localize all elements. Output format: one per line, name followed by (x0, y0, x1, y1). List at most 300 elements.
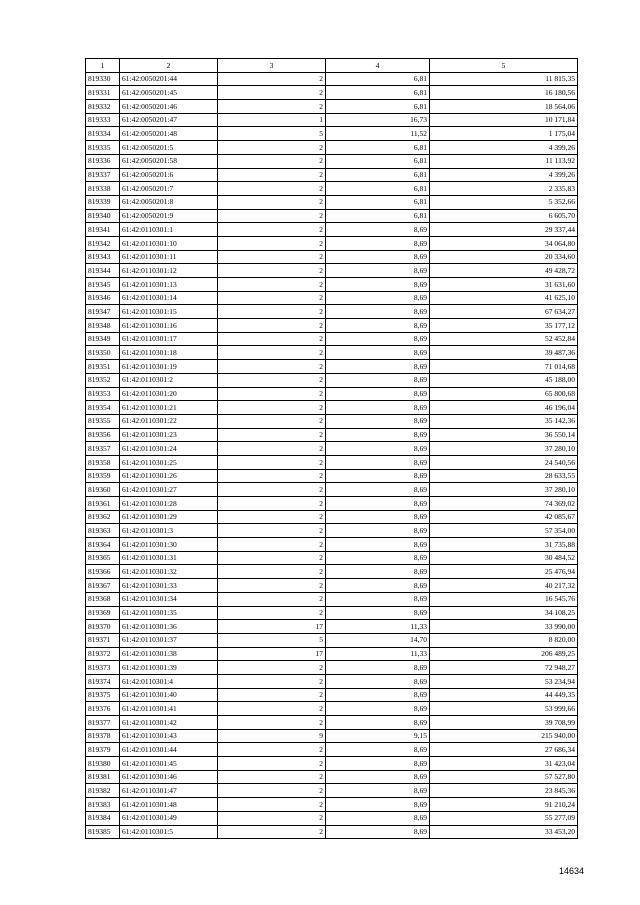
rate-value-cell: 8,69 (326, 483, 430, 497)
cadastral-number-cell: 61:42:0050201:47 (120, 113, 218, 127)
cadastral-value-cell: 40 217,32 (430, 579, 578, 593)
row-number-cell: 819344 (86, 264, 120, 278)
table-row (86, 688, 578, 702)
rate-value-cell: 8,69 (326, 770, 430, 784)
row-number-cell: 819333 (86, 113, 120, 127)
rate-value-cell: 8,69 (326, 757, 430, 771)
rate-value-cell: 8,69 (326, 250, 430, 264)
cadastral-number-cell: 61:42:0110301:44 (120, 743, 218, 757)
cadastral-value-cell: 215 940,00 (430, 729, 578, 743)
group-code-cell: 2 (218, 469, 326, 483)
table-row (86, 743, 578, 757)
row-number-cell: 819331 (86, 86, 120, 100)
cadastral-value-cell: 1 175,04 (430, 127, 578, 141)
rate-value-cell: 8,69 (326, 291, 430, 305)
table-body (86, 72, 578, 839)
rate-value-cell: 8,69 (326, 387, 430, 401)
table-row (86, 209, 578, 223)
rate-value-cell: 8,69 (326, 442, 430, 456)
cadastral-number-cell: 61:42:0050201:45 (120, 86, 218, 100)
row-number-cell: 819336 (86, 154, 120, 168)
group-code-cell: 2 (218, 414, 326, 428)
row-number-cell: 819378 (86, 729, 120, 743)
cadastral-number-cell: 61:42:0110301:37 (120, 633, 218, 647)
rate-value-cell: 8,69 (326, 401, 430, 415)
table-row (86, 223, 578, 237)
group-code-cell: 2 (218, 401, 326, 415)
table-row (86, 633, 578, 647)
group-code-cell: 2 (218, 141, 326, 155)
group-code-cell: 2 (218, 319, 326, 333)
rate-value-cell: 8,69 (326, 716, 430, 730)
cadastral-value-cell: 11 815,35 (430, 72, 578, 86)
rate-value-cell: 8,69 (326, 455, 430, 469)
row-number-cell: 819375 (86, 688, 120, 702)
cadastral-value-cell: 31 423,04 (430, 757, 578, 771)
group-code-cell: 2 (218, 811, 326, 825)
cadastral-number-cell: 61:42:0110301:33 (120, 579, 218, 593)
rate-value-cell: 8,69 (326, 551, 430, 565)
cadastral-value-cell: 28 633,55 (430, 469, 578, 483)
group-code-cell: 2 (218, 770, 326, 784)
group-code-cell: 2 (218, 360, 326, 374)
cadastral-value-cell: 4 399,26 (430, 168, 578, 182)
row-number-cell: 819353 (86, 387, 120, 401)
group-code-cell: 2 (218, 182, 326, 196)
cadastral-number-cell: 61:42:0110301:17 (120, 332, 218, 346)
registry-table (85, 58, 578, 839)
table-row (86, 360, 578, 374)
table-row (86, 428, 578, 442)
cadastral-number-cell: 61:42:0110301:26 (120, 469, 218, 483)
cadastral-number-cell: 61:42:0110301:21 (120, 401, 218, 415)
column-header-2: 2 (120, 59, 218, 73)
cadastral-value-cell: 67 634,27 (430, 305, 578, 319)
table-row (86, 141, 578, 155)
row-number-cell: 819351 (86, 360, 120, 374)
rate-value-cell: 8,69 (326, 743, 430, 757)
cadastral-number-cell: 61:42:0110301:46 (120, 770, 218, 784)
row-number-cell: 819348 (86, 319, 120, 333)
cadastral-number-cell: 61:42:0110301:23 (120, 428, 218, 442)
rate-value-cell: 8,69 (326, 798, 430, 812)
table-row (86, 565, 578, 579)
rate-value-cell: 8,69 (326, 784, 430, 798)
row-number-cell: 819332 (86, 100, 120, 114)
cadastral-value-cell: 4 399,26 (430, 141, 578, 155)
cadastral-number-cell: 61:42:0110301:16 (120, 319, 218, 333)
table-row (86, 469, 578, 483)
rate-value-cell: 8,69 (326, 702, 430, 716)
table-row (86, 551, 578, 565)
group-code-cell: 2 (218, 538, 326, 552)
cadastral-value-cell: 39 708,99 (430, 716, 578, 730)
cadastral-number-cell: 61:42:0050201:44 (120, 72, 218, 86)
table-row (86, 661, 578, 675)
group-code-cell: 2 (218, 551, 326, 565)
cadastral-number-cell: 61:42:0110301:15 (120, 305, 218, 319)
group-code-cell: 2 (218, 195, 326, 209)
group-code-cell: 2 (218, 209, 326, 223)
cadastral-value-cell: 52 452,84 (430, 332, 578, 346)
group-code-cell: 2 (218, 688, 326, 702)
table-row (86, 113, 578, 127)
rate-value-cell: 6,81 (326, 195, 430, 209)
cadastral-value-cell: 31 631,60 (430, 278, 578, 292)
table-row (86, 606, 578, 620)
row-number-cell: 819334 (86, 127, 120, 141)
group-code-cell: 2 (218, 332, 326, 346)
cadastral-number-cell: 61:42:0110301:30 (120, 538, 218, 552)
row-number-cell: 819370 (86, 620, 120, 634)
rate-value-cell: 8,69 (326, 674, 430, 688)
cadastral-value-cell: 49 428,72 (430, 264, 578, 278)
row-number-cell: 819380 (86, 757, 120, 771)
cadastral-value-cell: 74 369,02 (430, 497, 578, 511)
table-row (86, 72, 578, 86)
cadastral-value-cell: 72 948,27 (430, 661, 578, 675)
table-row (86, 811, 578, 825)
group-code-cell: 2 (218, 373, 326, 387)
row-number-cell: 819368 (86, 592, 120, 606)
cadastral-value-cell: 25 476,94 (430, 565, 578, 579)
table-row (86, 592, 578, 606)
cadastral-value-cell: 10 171,84 (430, 113, 578, 127)
cadastral-number-cell: 61:42:0110301:32 (120, 565, 218, 579)
table-row (86, 182, 578, 196)
group-code-cell: 2 (218, 743, 326, 757)
table-row (86, 825, 578, 839)
row-number-cell: 819384 (86, 811, 120, 825)
table-row (86, 401, 578, 415)
group-code-cell: 2 (218, 606, 326, 620)
row-number-cell: 819357 (86, 442, 120, 456)
cadastral-value-cell: 18 564,06 (430, 100, 578, 114)
group-code-cell: 2 (218, 565, 326, 579)
rate-value-cell: 8,69 (326, 579, 430, 593)
cadastral-number-cell: 61:42:0110301:29 (120, 510, 218, 524)
row-number-cell: 819364 (86, 538, 120, 552)
cadastral-number-cell: 61:42:0050201:6 (120, 168, 218, 182)
rate-value-cell: 8,69 (326, 278, 430, 292)
cadastral-number-cell: 61:42:0110301:45 (120, 757, 218, 771)
cadastral-value-cell: 11 113,92 (430, 154, 578, 168)
row-number-cell: 819373 (86, 661, 120, 675)
column-header-3: 3 (218, 59, 326, 73)
table-row (86, 770, 578, 784)
rate-value-cell: 8,69 (326, 360, 430, 374)
rate-value-cell: 8,69 (326, 469, 430, 483)
table-row (86, 195, 578, 209)
table-row (86, 264, 578, 278)
rate-value-cell: 8,69 (326, 524, 430, 538)
rate-value-cell: 8,69 (326, 223, 430, 237)
cadastral-value-cell: 30 484,52 (430, 551, 578, 565)
group-code-cell: 2 (218, 579, 326, 593)
table-row (86, 442, 578, 456)
rate-value-cell: 8,69 (326, 825, 430, 839)
cadastral-value-cell: 42 085,67 (430, 510, 578, 524)
group-code-cell: 17 (218, 620, 326, 634)
row-number-cell: 819342 (86, 236, 120, 250)
cadastral-number-cell: 61:42:0110301:36 (120, 620, 218, 634)
rate-value-cell: 8,69 (326, 811, 430, 825)
cadastral-number-cell: 61:42:0110301:43 (120, 729, 218, 743)
group-code-cell: 5 (218, 127, 326, 141)
cadastral-value-cell: 31 735,88 (430, 538, 578, 552)
rate-value-cell: 6,81 (326, 209, 430, 223)
table-row (86, 620, 578, 634)
rate-value-cell: 11,52 (326, 127, 430, 141)
group-code-cell: 2 (218, 483, 326, 497)
table-row (86, 702, 578, 716)
row-number-cell: 819376 (86, 702, 120, 716)
cadastral-number-cell: 61:42:0110301:31 (120, 551, 218, 565)
table-row (86, 250, 578, 264)
rate-value-cell: 6,81 (326, 182, 430, 196)
row-number-cell: 819330 (86, 72, 120, 86)
table-row (86, 154, 578, 168)
cadastral-value-cell: 57 527,80 (430, 770, 578, 784)
cadastral-number-cell: 61:42:0110301:11 (120, 250, 218, 264)
group-code-cell: 17 (218, 647, 326, 661)
rate-value-cell: 8,69 (326, 305, 430, 319)
group-code-cell: 2 (218, 250, 326, 264)
rate-value-cell: 8,69 (326, 565, 430, 579)
rate-value-cell: 8,69 (326, 236, 430, 250)
group-code-cell: 2 (218, 223, 326, 237)
group-code-cell: 2 (218, 264, 326, 278)
cadastral-number-cell: 61:42:0110301:49 (120, 811, 218, 825)
row-number-cell: 819369 (86, 606, 120, 620)
cadastral-value-cell: 29 337,44 (430, 223, 578, 237)
group-code-cell: 2 (218, 497, 326, 511)
group-code-cell: 2 (218, 291, 326, 305)
table-row (86, 86, 578, 100)
row-number-cell: 819363 (86, 524, 120, 538)
cadastral-value-cell: 16 545,76 (430, 592, 578, 606)
table-row (86, 373, 578, 387)
group-code-cell: 2 (218, 387, 326, 401)
cadastral-number-cell: 61:42:0110301:48 (120, 798, 218, 812)
rate-value-cell: 8,69 (326, 428, 430, 442)
rate-value-cell: 8,69 (326, 264, 430, 278)
table-row (86, 168, 578, 182)
table-row (86, 100, 578, 114)
cadastral-value-cell: 34 064,80 (430, 236, 578, 250)
table-row (86, 127, 578, 141)
table-row (86, 538, 578, 552)
cadastral-number-cell: 61:42:0110301:47 (120, 784, 218, 798)
cadastral-value-cell: 206 489,25 (430, 647, 578, 661)
group-code-cell: 2 (218, 674, 326, 688)
group-code-cell: 2 (218, 702, 326, 716)
group-code-cell: 2 (218, 236, 326, 250)
group-code-cell: 2 (218, 661, 326, 675)
cadastral-number-cell: 61:42:0110301:14 (120, 291, 218, 305)
table-row (86, 674, 578, 688)
rate-value-cell: 6,81 (326, 86, 430, 100)
table-row (86, 497, 578, 511)
cadastral-value-cell: 35 142,36 (430, 414, 578, 428)
rate-value-cell: 8,69 (326, 606, 430, 620)
cadastral-number-cell: 61:42:0110301:24 (120, 442, 218, 456)
rate-value-cell: 8,69 (326, 373, 430, 387)
cadastral-number-cell: 61:42:0110301:28 (120, 497, 218, 511)
table-row (86, 305, 578, 319)
cadastral-value-cell: 16 180,56 (430, 86, 578, 100)
cadastral-value-cell: 53 234,94 (430, 674, 578, 688)
cadastral-number-cell: 61:42:0110301:5 (120, 825, 218, 839)
row-number-cell: 819383 (86, 798, 120, 812)
cadastral-number-cell: 61:42:0110301:19 (120, 360, 218, 374)
group-code-cell: 2 (218, 154, 326, 168)
table-row (86, 387, 578, 401)
cadastral-number-cell: 61:42:0110301:41 (120, 702, 218, 716)
cadastral-value-cell: 33 990,00 (430, 620, 578, 634)
cadastral-number-cell: 61:42:0050201:48 (120, 127, 218, 141)
group-code-cell: 2 (218, 825, 326, 839)
rate-value-cell: 8,69 (326, 346, 430, 360)
group-code-cell: 2 (218, 86, 326, 100)
cadastral-value-cell: 46 196,04 (430, 401, 578, 415)
cadastral-number-cell: 61:42:0110301:35 (120, 606, 218, 620)
row-number-cell: 819352 (86, 373, 120, 387)
row-number-cell: 819341 (86, 223, 120, 237)
group-code-cell: 1 (218, 113, 326, 127)
rate-value-cell: 8,69 (326, 592, 430, 606)
cadastral-number-cell: 61:42:0050201:9 (120, 209, 218, 223)
cadastral-number-cell: 61:42:0110301:34 (120, 592, 218, 606)
cadastral-value-cell: 91 210,24 (430, 798, 578, 812)
cadastral-value-cell: 2 335,83 (430, 182, 578, 196)
rate-value-cell: 11,33 (326, 620, 430, 634)
cadastral-number-cell: 61:42:0050201:5 (120, 141, 218, 155)
table-row (86, 510, 578, 524)
table-row (86, 319, 578, 333)
row-number-cell: 819343 (86, 250, 120, 264)
table-row (86, 647, 578, 661)
row-number-cell: 819358 (86, 455, 120, 469)
cadastral-value-cell: 53 999,66 (430, 702, 578, 716)
rate-value-cell: 8,69 (326, 332, 430, 346)
group-code-cell: 2 (218, 442, 326, 456)
cadastral-number-cell: 61:42:0110301:25 (120, 455, 218, 469)
group-code-cell: 2 (218, 305, 326, 319)
table-row (86, 455, 578, 469)
cadastral-number-cell: 61:42:0110301:1 (120, 223, 218, 237)
row-number-cell: 819338 (86, 182, 120, 196)
row-number-cell: 819339 (86, 195, 120, 209)
cadastral-number-cell: 61:42:0110301:12 (120, 264, 218, 278)
group-code-cell: 2 (218, 716, 326, 730)
cadastral-number-cell: 61:42:0050201:58 (120, 154, 218, 168)
cadastral-value-cell: 65 800,68 (430, 387, 578, 401)
table-header-row (86, 59, 578, 73)
group-code-cell: 2 (218, 346, 326, 360)
rate-value-cell: 6,81 (326, 168, 430, 182)
rate-value-cell: 14,70 (326, 633, 430, 647)
rate-value-cell: 8,69 (326, 538, 430, 552)
group-code-cell: 2 (218, 278, 326, 292)
rate-value-cell: 6,81 (326, 141, 430, 155)
group-code-cell: 2 (218, 798, 326, 812)
row-number-cell: 819367 (86, 579, 120, 593)
row-number-cell: 819381 (86, 770, 120, 784)
cadastral-number-cell: 61:42:0050201:46 (120, 100, 218, 114)
cadastral-value-cell: 5 352,66 (430, 195, 578, 209)
rate-value-cell: 8,69 (326, 414, 430, 428)
row-number-cell: 819372 (86, 647, 120, 661)
group-code-cell: 2 (218, 100, 326, 114)
row-number-cell: 819354 (86, 401, 120, 415)
rate-value-cell: 8,69 (326, 319, 430, 333)
cadastral-number-cell: 61:42:0110301:39 (120, 661, 218, 675)
table-row (86, 483, 578, 497)
row-number-cell: 819360 (86, 483, 120, 497)
column-header-5: 5 (430, 59, 578, 73)
table-row (86, 579, 578, 593)
cadastral-number-cell: 61:42:0110301:18 (120, 346, 218, 360)
group-code-cell: 2 (218, 592, 326, 606)
cadastral-value-cell: 35 177,12 (430, 319, 578, 333)
table-row (86, 524, 578, 538)
group-code-cell: 2 (218, 524, 326, 538)
table-row (86, 236, 578, 250)
cadastral-value-cell: 36 550,14 (430, 428, 578, 442)
row-number-cell: 819349 (86, 332, 120, 346)
row-number-cell: 819345 (86, 278, 120, 292)
table-row (86, 716, 578, 730)
cadastral-value-cell: 39 487,36 (430, 346, 578, 360)
cadastral-value-cell: 71 014,68 (430, 360, 578, 374)
cadastral-number-cell: 61:42:0110301:40 (120, 688, 218, 702)
cadastral-number-cell: 61:42:0110301:42 (120, 716, 218, 730)
row-number-cell: 819347 (86, 305, 120, 319)
group-code-cell: 2 (218, 168, 326, 182)
cadastral-number-cell: 61:42:0110301:13 (120, 278, 218, 292)
cadastral-number-cell: 61:42:0050201:7 (120, 182, 218, 196)
cadastral-value-cell: 41 625,10 (430, 291, 578, 305)
rate-value-cell: 9,15 (326, 729, 430, 743)
table-row (86, 757, 578, 771)
row-number-cell: 819355 (86, 414, 120, 428)
rate-value-cell: 8,69 (326, 688, 430, 702)
cadastral-value-cell: 33 453,20 (430, 825, 578, 839)
row-number-cell: 819362 (86, 510, 120, 524)
row-number-cell: 819359 (86, 469, 120, 483)
row-number-cell: 819379 (86, 743, 120, 757)
group-code-cell: 9 (218, 729, 326, 743)
cadastral-value-cell: 8 820,00 (430, 633, 578, 647)
table-row (86, 414, 578, 428)
cadastral-number-cell: 61:42:0110301:38 (120, 647, 218, 661)
cadastral-number-cell: 61:42:0110301:2 (120, 373, 218, 387)
row-number-cell: 819385 (86, 825, 120, 839)
cadastral-number-cell: 61:42:0050201:8 (120, 195, 218, 209)
group-code-cell: 2 (218, 428, 326, 442)
group-code-cell: 2 (218, 784, 326, 798)
rate-value-cell: 11,33 (326, 647, 430, 661)
cadastral-value-cell: 34 108,25 (430, 606, 578, 620)
row-number-cell: 819365 (86, 551, 120, 565)
row-number-cell: 819382 (86, 784, 120, 798)
table-row (86, 798, 578, 812)
cadastral-value-cell: 44 449,35 (430, 688, 578, 702)
row-number-cell: 819346 (86, 291, 120, 305)
table-row (86, 278, 578, 292)
rate-value-cell: 8,69 (326, 661, 430, 675)
